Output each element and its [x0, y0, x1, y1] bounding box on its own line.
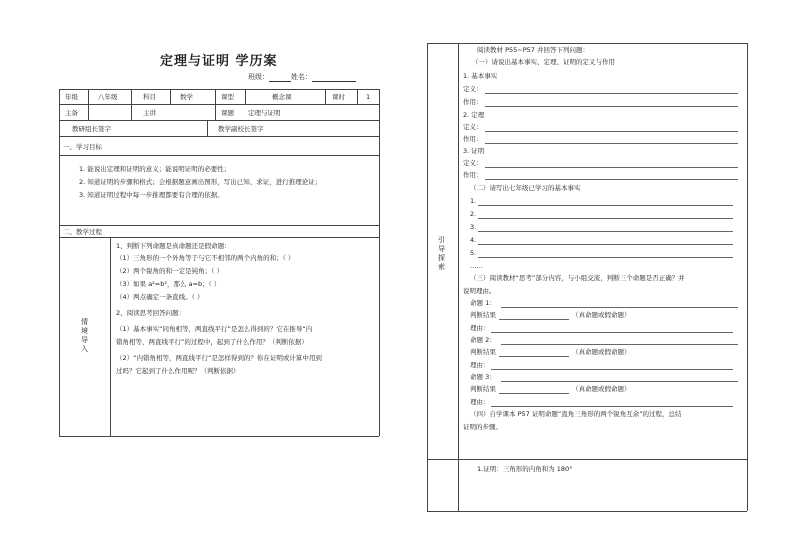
- judge-label: 判断结果: [470, 348, 496, 356]
- def-label: 定义：: [463, 85, 483, 93]
- prop-label: 命题 1：: [470, 299, 496, 307]
- name-label: 姓名：: [291, 73, 312, 81]
- judge-hint: （真命题或假命题）: [572, 348, 631, 356]
- judge-label: 判断结果: [470, 311, 496, 319]
- info-subject-label: 科目: [143, 93, 156, 101]
- info-hours-label: 课时: [332, 93, 345, 101]
- answer-line[interactable]: [491, 369, 733, 370]
- prop-label: 命题 3：: [470, 373, 496, 381]
- question-4-cont: 证明的步骤。: [463, 423, 502, 431]
- fact-number: 4.: [470, 236, 477, 244]
- reason-label: 理由：: [470, 361, 490, 369]
- basic-fact-heading: 1. 基本事实: [463, 72, 498, 80]
- left-line: （3）如果 a²=b²，那么 a=b；（ ）: [116, 280, 221, 288]
- goal-item: 2. 知道证明的步骤和格式；会根据题意画出图形，写出已知、求证，进行推理论证；: [79, 178, 322, 186]
- answer-line[interactable]: [485, 93, 738, 94]
- fact-number: 1.: [470, 197, 477, 205]
- reason-label: 理由：: [470, 398, 490, 406]
- answer-line[interactable]: [485, 167, 738, 168]
- question-1: （一）请说出基本事实、定理、证明的定义与作用: [472, 58, 615, 66]
- def-label: 定义：: [463, 123, 483, 131]
- left-line: （2）“内错角相等，两直线平行”是怎样得到的？你在证明或计算中用到: [116, 354, 322, 362]
- use-label: 作用：: [463, 98, 483, 106]
- guided-explore-label: 引导探索: [438, 236, 445, 271]
- class-name-bar: [248, 72, 356, 82]
- answer-line[interactable]: [501, 307, 738, 308]
- proof-heading: 3. 证明: [463, 147, 485, 155]
- answer-line[interactable]: [491, 332, 733, 333]
- answer-line[interactable]: [478, 257, 733, 258]
- question-4: （四）自学课本 P57 证明命题“直角三角形的两个锐角互余”的过程，总结: [470, 410, 682, 418]
- situation-intro-label: 情境导入: [81, 318, 88, 353]
- info-principal-sign-label: 教学副校长签字: [218, 125, 264, 133]
- left-line: 过吗？它起到了什么作用呢？（判断依据）: [116, 367, 240, 375]
- use-label: 作用：: [463, 135, 483, 143]
- question-2: （二）请写出七年级已学习的基本事实: [470, 184, 581, 192]
- theorem-heading: 2. 定理: [463, 111, 485, 119]
- left-line: 1、判断下列命题是真命题还是假命题：: [116, 242, 231, 250]
- question-3-cont: 说明理由。: [463, 287, 496, 295]
- use-label: 作用：: [463, 171, 483, 179]
- info-hours-value: 1: [366, 93, 371, 101]
- left-line: （2）两个锐角的和一定是钝角；（ ）: [116, 267, 223, 275]
- answer-line[interactable]: [478, 231, 733, 232]
- name-blank[interactable]: [312, 73, 356, 82]
- info-type-label: 课型: [221, 93, 234, 101]
- info-preparer-label: 主备: [65, 109, 78, 117]
- left-line: 错角相等，两直线平行”的过程中，起到了什么作用？（判断依据）: [116, 338, 308, 346]
- proof-task: 1.证明：三角形的内角和为 180°: [477, 465, 573, 473]
- class-label: 班级：: [248, 73, 269, 81]
- info-subject-value: 数学: [180, 93, 193, 101]
- def-label: 定义：: [463, 159, 483, 167]
- answer-line[interactable]: [478, 218, 733, 219]
- fact-number: 2.: [470, 210, 477, 218]
- document-title: 定理与证明 学历案: [160, 54, 278, 69]
- fact-number: 5.: [470, 249, 477, 257]
- answer-line[interactable]: [485, 131, 738, 132]
- info-topic-value: 定理与证明: [248, 109, 281, 117]
- answer-line[interactable]: [485, 143, 738, 144]
- judge-hint: （真命题或假命题）: [572, 385, 631, 393]
- answer-line[interactable]: [491, 406, 733, 407]
- answer-line[interactable]: [501, 381, 738, 382]
- info-grade-label: 年级: [65, 93, 78, 101]
- judge-hint: （真命题或假命题）: [572, 311, 631, 319]
- answer-line[interactable]: [485, 106, 738, 107]
- judge-blank[interactable]: [499, 319, 569, 320]
- class-blank[interactable]: [269, 73, 291, 82]
- info-lecturer-label: 主讲: [143, 109, 156, 117]
- ellipsis: ……: [470, 262, 483, 270]
- left-line: 2、阅读思考回答问题：: [116, 309, 186, 317]
- reason-label: 理由：: [470, 324, 490, 332]
- answer-line[interactable]: [501, 344, 738, 345]
- prop-label: 命题 2：: [470, 336, 496, 344]
- fact-number: 3.: [470, 223, 477, 231]
- section-process-title: 二、教学过程: [63, 228, 102, 236]
- info-topic-label: 课题: [221, 109, 234, 117]
- goal-item: 1. 能说出定理和证明的意义；能说明证明的必要性；: [79, 165, 231, 173]
- answer-line[interactable]: [478, 244, 733, 245]
- judge-blank[interactable]: [499, 393, 569, 394]
- judge-blank[interactable]: [499, 356, 569, 357]
- goal-item: 3. 知道证明过程中每一步推理都要有合理的依据。: [79, 191, 224, 199]
- reading-intro: 阅读教材 P55~P57 并回答下列问题：: [477, 46, 589, 54]
- info-grade-value: 八年级: [98, 93, 118, 101]
- left-line: （4）两点确定一条直线。（ ）: [116, 293, 204, 301]
- info-leader-sign-label: 教研组长签字: [72, 125, 111, 133]
- left-line: （1）三角形的一个外角等于与它不相邻的两个内角的和；（ ）: [116, 254, 295, 262]
- answer-line[interactable]: [485, 179, 738, 180]
- section-goals-title: 一、学习目标: [63, 143, 102, 151]
- answer-line[interactable]: [478, 205, 733, 206]
- judge-label: 判断结果: [470, 385, 496, 393]
- info-type-value: 概念课: [272, 93, 292, 101]
- question-3: （三）阅读教材“思考”部分内容，与小组交流，判断三个命题是否正确？并: [470, 274, 685, 282]
- left-line: （1）基本事实“同角相等，两直线平行”是怎么得到的？它在推导“内: [116, 325, 313, 333]
